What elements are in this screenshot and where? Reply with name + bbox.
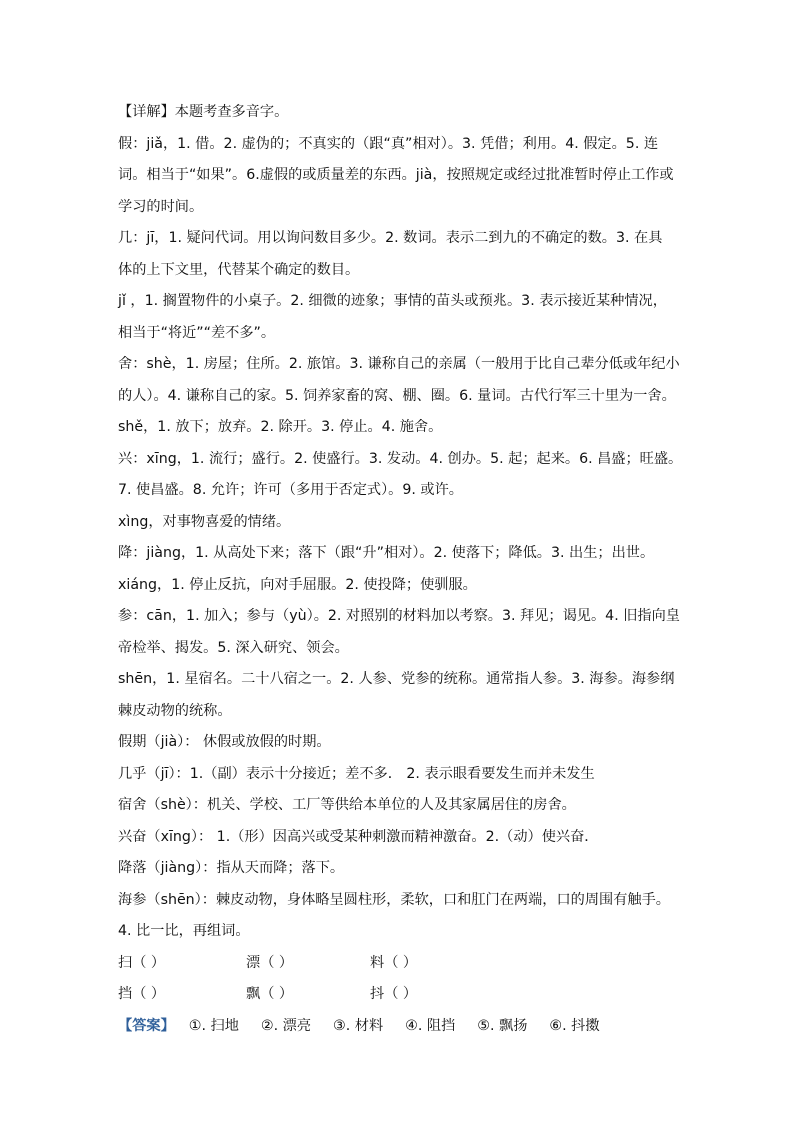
term-definition: 降落（jiàng）：指从天而降；落下。 [118,860,345,876]
answer-option: ⑥. 抖擞 [549,1017,600,1034]
answer-option: ③. 材料 [333,1017,384,1034]
text-line: 参：cān，1. 加入；参与（yù）。2. 对照别的材料加以考察。3. 拜见；谒见。4. 旧指向皇 [118,608,680,624]
text-line: xìng，对事物喜爱的情绪。 [118,513,291,530]
term-definition: 宿舍（shè）：机关、学校、工厂等供给本单位的人及其家属居住的房舍。 [118,797,576,813]
text-line: 降：jiàng，1. 从高处下来；落下（跟“升”相对）。2. 使落下；降低。3. 出生；出世。 [118,545,655,561]
answer-option: ⑤. 飘扬 [477,1017,528,1034]
blank-row-2 [118,979,680,1011]
text-line: 棘皮动物的统称。 [118,702,232,719]
text-line: jǐ ，1. 搁置物件的小桌子。2. 细微的迹象；事情的苗头或预兆。3. 表示接近某种情况， [118,293,667,309]
text-line: 相当于“将近”“差不多”。 [118,324,276,341]
term-definition: 海参（shēn）：棘皮动物，身体略呈圆柱形，柔软，口和肛门在两端，口的周围有触手。 [118,891,670,908]
answer-option: ④. 阻挡 [405,1017,456,1034]
question-title: 4. 比一比，再组词。 [118,923,250,939]
term-definition: 兴奋（xīng）： 1.（形）因高兴或受某种刺激而精神激奋。2.（动）使兴奋． [118,828,599,845]
text-line: shēn，1. 星宿名。二十八宿之一。2. 人参、党参的统称。通常指人参。3. 海参。海参纲 [118,671,675,687]
blank-row-1 [118,948,680,980]
blank-item: 漂（ ） [246,954,294,971]
text-line: 兴：xīng，1. 流行；盛行。2. 使盛行。3. 发动。4. 创办。5. 起；起来。6. 昌盛；旺盛。 [118,450,683,467]
explanation-heading: 【详解】本题考查多音字。 [118,104,289,120]
blank-item: 抖（ ） [370,986,418,1002]
text-line: 词。相当于“如果”。6.虚假的或质量差的东西。jià，按照规定或经过批准暂时停止工作或 [118,167,674,183]
text-line: 的人）。4. 谦称自己的家。5. 饲养家畜的窝、棚、圈。6. 量词。古代行军三十里为一舍。 [118,387,676,404]
text-line: shě，1. 放下；放弃。2. 除开。3. 停止。4. 施舍。 [118,419,443,435]
text-line: 几：jī，1. 疑问代词。用以询问数目多少。2. 数词。表示二到九的不确定的数。3. 在具 [118,230,663,246]
text-line: 体的上下文里，代替某个确定的数目。 [118,261,360,278]
answer-line [118,1011,680,1043]
answer-option: ①. 扫地 [188,1017,239,1034]
document-page [118,97,683,1042]
blank-item: 料（ ） [370,954,418,971]
text-line: xiáng，1. 停止反抗，向对手屈服。2. 使投降；使驯服。 [118,576,477,593]
answer-tag: 【答案】 [118,1017,175,1034]
text-line: 假：jiǎ，1. 借。2. 虚伪的；不真实的（跟“真”相对）。3. 凭借；利用。4. 假定。5. 连 [118,135,659,152]
text-line: 舍：shè，1. 房屋；住所。2. 旅馆。3. 谦称自己的亲属（一般用于比自己辈分低或年纪小 [118,356,680,372]
term-definition: 假期（jià）： 休假或放假的时期。 [118,734,331,750]
blank-item: 挡（ ） [118,986,166,1002]
blank-item: 扫（ ） [118,954,166,971]
text-line: 帝检举、揭发。5. 深入研究、领会。 [118,639,349,656]
answer-option: ②. 漂亮 [260,1017,312,1034]
blank-item: 飘（ ） [246,986,294,1002]
text-line: 学习的时间。 [118,198,204,215]
term-definition: 几乎（jī）：1.（副）表示十分接近；差不多． 2. 表示眼看要发生而并未发生 [118,765,595,782]
text-line: 7. 使昌盛。8. 允许；许可（多用于否定式）。9. 或许。 [118,482,463,498]
